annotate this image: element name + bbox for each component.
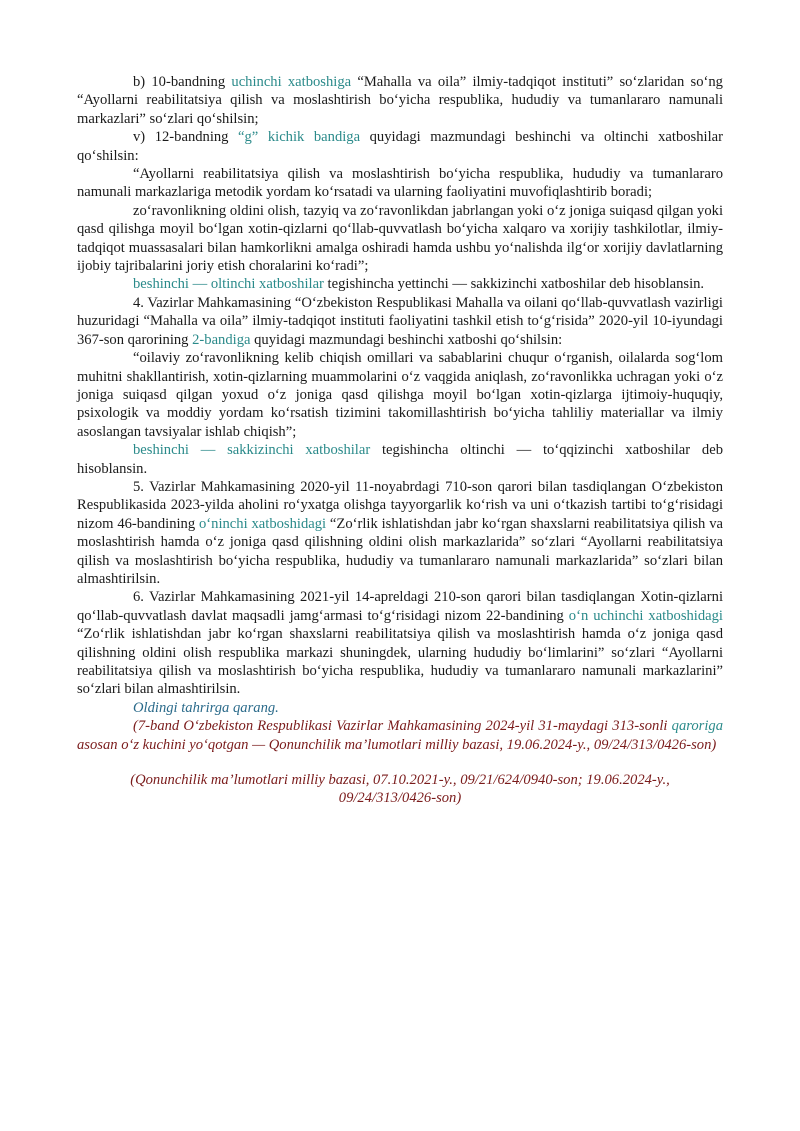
paragraph-text: 5. Vazirlar Mahkamasining 2020-yil 11-noyabrdagi 710-son qarori bilan tasdiqlangan O‘zbekiston Respublikasida 2023-yilda aholini ro‘yxatga olishga tayyorgarlik ko‘rish va uni o‘tkazish tartibi to‘g‘risidagi nizom 46-bandining [77, 478, 723, 532]
amendment-link[interactable]: beshinchi — oltinchi xatboshilar [133, 276, 324, 293]
paragraph-text: v) 12-bandning [133, 129, 239, 146]
paragraph-text: 4. Vazirlar Mahkamasining “O‘zbekiston Respublikasi Mahalla va oilani qo‘llab-quvvatlash vazirligi huzuridagi “Mahalla va oila” ilmiy-tadqiqot instituti faoliyatini tashkil etish to‘g‘risida” 2020-yil 10-iyundagi 367-son qarorining [77, 294, 723, 348]
source-note-text: asosan o‘z kuchini yo‘qotgan — Qonunchilik ma’lumotlari milliy bazasi, 19.06.2024-y., 09/24/313/0426-son) [77, 736, 717, 753]
paragraph-text: tegishincha oltinchi — to‘qqizinchi xatboshilar deb hisoblansin. [77, 442, 724, 477]
renumbering-paragraph [77, 275, 723, 293]
quoted-paragraph [77, 165, 723, 202]
previous-edition-link[interactable]: Oldingi tahrirga qarang. [133, 699, 279, 716]
paragraph-text: “Zo‘rlik ishlatishdan jabr ko‘rgan shaxslarni reabilitatsiya qilish va moslashtirish hamda o‘z joniga qasd qilishning oldini olish markazlarida” so‘zlari “Ayollarni reabilitatsiya qilish va moslashtirish bo‘yicha respublika, hududiy va tumanlararo namunali markazlarida” so‘zlari bilan almashtirilsin. [77, 515, 723, 587]
amendment-link[interactable]: o‘ninchi xatboshidagi [199, 515, 327, 532]
amendment-link[interactable]: 2-bandiga [192, 331, 251, 348]
quoted-paragraph [77, 349, 723, 441]
paragraph-text: tegishincha yettinchi — sakkizinchi xatboshilar deb hisoblansin. [323, 276, 705, 293]
source-note [77, 717, 723, 754]
paragraph-text: “Mahalla va oila” ilmiy-tadqiqot instituti” so‘zlaridan so‘ng “Ayollarni reabilitatsiya qilish va moslashtirish bo‘yicha respublika, hududiy va tumanlararo namunali markazlari” so‘zlari qo‘shilsin; [77, 74, 723, 127]
paragraph-text: “oilaviy zo‘ravonlikning kelib chiqish omillari va sabablarini chuqur o‘rganish, oilalarda sog‘lom muhitni shakllantirish, xotin-qizlarning muammolarini o‘z vaqgida aniqlash, zo‘ravonlikka uchragan yoki o‘z joniga suiqasd qilgan yoxud o‘z joniga qasd qilishga moyil bo‘lgan xotin-qizlarga ijtimoiy-huquqiy, psixologik va moddiy yordam ko‘rsatish tizimini takomillashtirish bo‘yicha tahliliy materiallar va ilmiy asoslangan tavsiyalar ishlab chiqish”; [77, 350, 723, 440]
source-note-text: (7-band O‘zbekiston Respublikasi Vazirlar Mahkamasining 2024-yil 31-maydagi 313-sonli [133, 718, 672, 735]
paragraph-b [77, 73, 723, 128]
paragraph-text: quyidagi mazmundagi beshinchi va oltinchi xatboshilar qo‘shilsin: [77, 129, 723, 164]
paragraph-4 [77, 294, 723, 349]
paragraph-6 [77, 588, 723, 698]
renumbering-paragraph [77, 441, 723, 478]
document-body [77, 73, 723, 808]
paragraph-text: 6. Vazirlar Mahkamasining 2021-yil 14-apreldagi 210-son qarori bilan tasdiqlangan Xotin-qizlarni qo‘llab-quvvatlash davlat maqsadli jamg‘armasi to‘g‘risidagi nizom 22-bandining [77, 589, 723, 624]
amendment-link[interactable]: o‘n uchinchi xatboshidagi [568, 607, 723, 624]
references-line: (Qonunchilik ma’lumotlari milliy bazasi, 07.10.2021-y., 09/21/624/0940-son; 19.06.2024-y., [130, 772, 670, 789]
amendment-link[interactable]: uchinchi xatboshiga [231, 74, 352, 90]
paragraph-v [77, 128, 723, 165]
paragraph-text: zo‘ravonlikning oldini olish, tazyiq va zo‘ravonlikdan jabrlangan yoki o‘z joniga suiqasd qilgan yoki qasd qilishga moyil bo‘lgan xotin-qizlarni qo‘llab-quvvatlash bo‘yicha xalqaro va xorijiy tashkilotlar, ilmiy-tadqiqot muassasalari bilan hamkorlikni amalga oshiradi hamda ushbu yo‘nalishda ilg‘or xorijiy davlatlarning ijobiy tajribalarini joriy etish choralarini ko‘radi”; [77, 202, 723, 275]
paragraph-text: “Zo‘rlik ishlatishdan jabr ko‘rgan shaxslarni reabilitatsiya qilish va moslashtirish hamda o‘z joniga qasd qilishning oldini olish respublika markazi shuningdek, ularning hududiy bo‘limlarini” so‘zlari “Ayollarni reabilitatsiya qilish va moslashtirish bo‘yicha respublika, hududiy va tumanlararo namunali markazlarini” so‘zlari bilan almashtirilsin. [77, 626, 723, 698]
paragraph-5 [77, 478, 723, 588]
references-line: 09/24/313/0426-son) [338, 790, 462, 807]
quoted-paragraph [77, 202, 723, 276]
paragraph-text: quyidagi mazmundagi beshinchi xatboshi qo‘shilsin: [250, 331, 563, 348]
resolution-link[interactable]: qaroriga [671, 718, 723, 735]
paragraph-text: “Ayollarni reabilitatsiya qilish va moslashtirish bo‘yicha respublika, hududiy va tumanlararo namunali markazlariga metodik yordam ko‘rsatadi va ularning faoliyatini muvofiqlashtirib boradi; [77, 166, 723, 201]
publication-references [77, 771, 723, 808]
paragraph-text: b) 10-bandning [133, 74, 232, 90]
amendment-link[interactable]: “g” kichik bandiga [238, 129, 361, 146]
amendment-link[interactable]: beshinchi — sakkizinchi xatboshilar [133, 442, 371, 459]
